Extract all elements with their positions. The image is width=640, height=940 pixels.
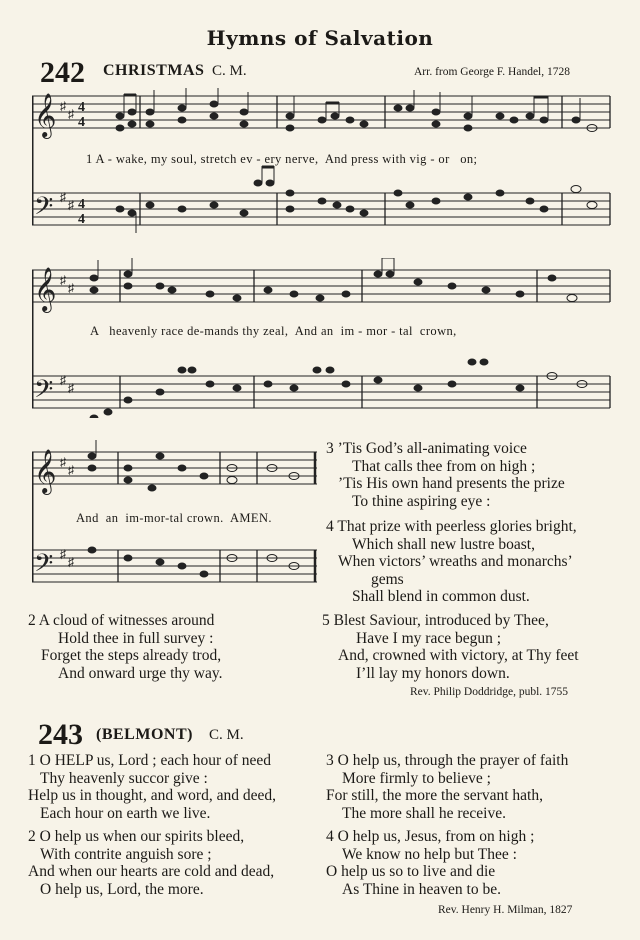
hymn-243-verse-1 [28, 752, 276, 822]
svg-text:𝄞: 𝄞 [34, 267, 57, 311]
svg-text:4: 4 [78, 115, 85, 130]
svg-text:𝄢: 𝄢 [34, 192, 54, 227]
svg-text:4: 4 [78, 212, 85, 227]
verse-line: 2 A cloud of witnesses around [28, 612, 215, 629]
hymn-number-243: 243 [38, 718, 83, 751]
verse-line: 2 O help us when our spirits bleed, [28, 828, 245, 845]
hymn-243-meter: C. M. [209, 727, 244, 743]
verse-line: For still, the more the servant hath, [326, 787, 543, 805]
svg-text:4: 4 [78, 100, 85, 115]
verse-line: As Thine in heaven to be. [342, 880, 501, 898]
verse-line: More firmly to believe ; [342, 769, 491, 787]
hymn-242-lyrics-line-2: A heavenly race de-mands thy zeal, And an im - mor - tal crown, [90, 324, 457, 338]
svg-text:♯: ♯ [68, 555, 74, 569]
svg-text:𝄞: 𝄞 [34, 449, 57, 493]
hymn-242-composer-credit: Arr. from George F. Handel, 1728 [414, 66, 571, 78]
hymn-242-meter: C. M. [212, 63, 247, 79]
hymn-242-lyrics-line-1: 1 A - wake, my soul, stretch ev - ery nerve, And press with vig - or on; [86, 152, 478, 166]
svg-text:♯: ♯ [68, 198, 74, 212]
hymn-number-242: 242 [40, 56, 85, 89]
tune-name-christmas: CHRISTMAS [103, 62, 205, 79]
svg-text:𝄢: 𝄢 [34, 375, 54, 410]
svg-text:♯: ♯ [60, 547, 66, 561]
verse-line: Each hour on earth we live. [40, 804, 211, 822]
verse-line: I’ll lay my honors down. [356, 664, 510, 682]
verse-line: 3 O help us, through the prayer of faith [326, 752, 569, 769]
verse-line: 4 O help us, Jesus, from on high ; [326, 828, 535, 845]
hymn-242-lyrics-line-3: And an im-mor-tal crown. AMEN. [76, 511, 272, 525]
verse-line: To thine aspiring eye : [352, 492, 491, 510]
hymn-242-verse-4 [326, 518, 577, 606]
verse-line: Which shall new lustre boast, [352, 535, 535, 553]
verse-line: That calls thee from on high ; [352, 457, 536, 475]
hymn-243-verse-3 [326, 752, 568, 822]
verse-line: ’Tis His own hand presents the prize [338, 475, 565, 493]
hymn-243-verse-2 [28, 828, 274, 898]
svg-text:𝄞: 𝄞 [34, 93, 57, 137]
svg-text:♯: ♯ [68, 281, 74, 295]
hymn-242-verse-2 [28, 612, 222, 682]
svg-text:♯: ♯ [68, 463, 74, 477]
svg-text:4: 4 [78, 197, 85, 212]
verse-line: O help us so to live and die [326, 863, 496, 881]
verse-line: Hold thee in full survey : [58, 629, 214, 647]
verse-line: The more shall he receive. [342, 804, 506, 822]
verse-line: When victors’ wreaths and monarchs’ [338, 553, 573, 571]
verse-line: Help us in thought, and word, and deed, [28, 787, 276, 805]
verse-line: 4 That prize with peerless glories bright, [326, 518, 577, 535]
verse-line: Shall blend in common dust. [352, 588, 530, 606]
verse-line: Thy heavenly succor give : [40, 769, 208, 787]
verse-line: And, crowned with victory, at Thy feet [338, 647, 579, 665]
svg-text:𝄢: 𝄢 [34, 549, 54, 584]
verse-line: 3 ’Tis God’s all-animating voice [326, 440, 527, 457]
hymn-242-verse-3 [326, 440, 565, 510]
verse-line: With contrite anguish sore ; [40, 845, 212, 863]
verse-line: 5 Blest Saviour, introduced by Thee, [322, 612, 549, 629]
hymn-242-author-credit: Rev. Philip Doddridge, publ. 1755 [410, 686, 569, 698]
verse-line: Forget the steps already trod, [41, 647, 222, 665]
tune-name-belmont: (BELMONT) [96, 726, 193, 743]
verse-line: And when our hearts are cold and dead, [28, 863, 275, 881]
verse-line: O help us, Lord, the more. [40, 880, 204, 898]
svg-text:♯: ♯ [60, 455, 66, 469]
svg-text:♯: ♯ [68, 107, 74, 121]
svg-text:♯: ♯ [60, 99, 66, 113]
verse-line: gems [371, 570, 404, 588]
page-header-title: Hymns of Salvation [206, 26, 434, 50]
svg-text:♯: ♯ [60, 273, 66, 287]
music-system-1 [32, 88, 614, 248]
hymn-243-verse-4 [326, 828, 534, 898]
hymn-242-verse-5 [322, 612, 579, 682]
verse-line: And onward urge thy way. [58, 664, 223, 682]
hymn-243-author-credit: Rev. Henry H. Milman, 1827 [438, 904, 573, 916]
svg-text:♯: ♯ [68, 381, 74, 395]
verse-line: We know no help but Thee : [342, 845, 517, 863]
svg-text:♯: ♯ [60, 190, 66, 204]
verse-line: 1 O HELP us, Lord ; each hour of need [28, 752, 272, 769]
verse-line: Have I my race begun ; [356, 629, 502, 647]
svg-text:♯: ♯ [60, 373, 66, 387]
